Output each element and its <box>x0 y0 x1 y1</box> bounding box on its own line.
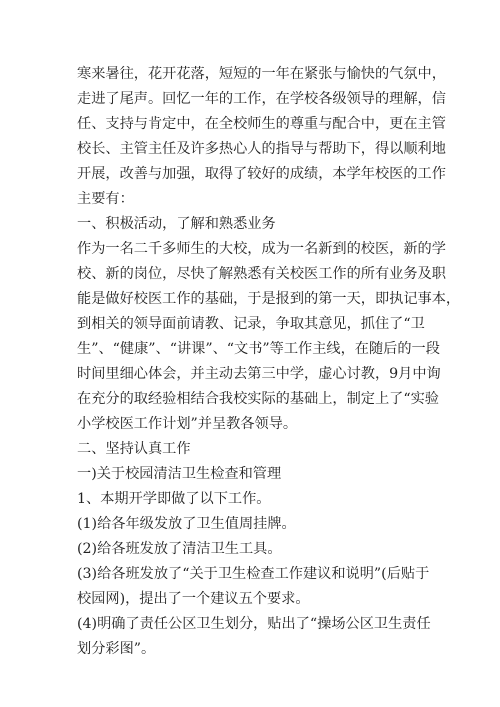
text-line: 寒来暑往，花开花落，短短的一年在紧张与愉快的气氛中， <box>77 66 446 82</box>
section-heading: 二、坚持认真工作 <box>77 441 191 457</box>
subsection-heading: 一)关于校园清洁卫生检查和管理 <box>77 466 282 482</box>
section-heading: 一、积极活动，了解和熟悉业务 <box>77 216 276 232</box>
list-item: (4)明确了责任公区卫生划分，贴出了“操场公区卫生责任 <box>77 616 431 632</box>
text-line: 到相关的领导面前请教、记录，争取其意见，抓住了“卫 <box>77 316 425 332</box>
list-item: (1)给各年级发放了卫生值周挂牌。 <box>77 516 296 532</box>
text-line: 校、新的岗位，尽快了解熟悉有关校医工作的所有业务及职 <box>77 266 446 282</box>
text-line: 1、本期开学即做了以下工作。 <box>77 491 271 507</box>
text-line: 主要有： <box>77 191 134 207</box>
text-line: 任、支持与肯定中，在全校师生的尊重与配合中，更在主管 <box>77 116 446 132</box>
text-line: 能是做好校医工作的基础，于是报到的第一天，即执记事本， <box>77 291 461 307</box>
text-line: 划分彩图”。 <box>77 641 156 657</box>
list-item: (2)给各班发放了清洁卫生工具。 <box>77 541 282 557</box>
text-line: 在充分的取经验相结合我校实际的基础上，制定上了“实验 <box>77 391 439 407</box>
text-line: 开展，改善与加强，取得了较好的成绩，本学年校医的工作 <box>77 166 446 182</box>
text-line: 小学校医工作计划”并呈教各领导。 <box>77 416 298 432</box>
text-line: 作为一名二千多师生的大校，成为一名新到的校医，新的学 <box>77 241 446 257</box>
text-line: 生”、“健康”、“讲课”、“文书”等工作主线，在随后的一段 <box>77 341 440 357</box>
list-item: (3)给各班发放了“关于卫生检查工作建议和说明”(后贴于 <box>77 566 430 582</box>
text-line: 校长、主管主任及许多热心人的指导与帮助下，得以顺利地 <box>77 141 446 157</box>
text-line: 时间里细心体会，并主动去第三中学，虚心讨教，9月中询 <box>77 366 441 382</box>
text-line: 校园网)，提出了一个建议五个要求。 <box>77 591 310 607</box>
text-line: 走进了尾声。回忆一年的工作，在学校各级领导的理解，信 <box>77 91 446 107</box>
